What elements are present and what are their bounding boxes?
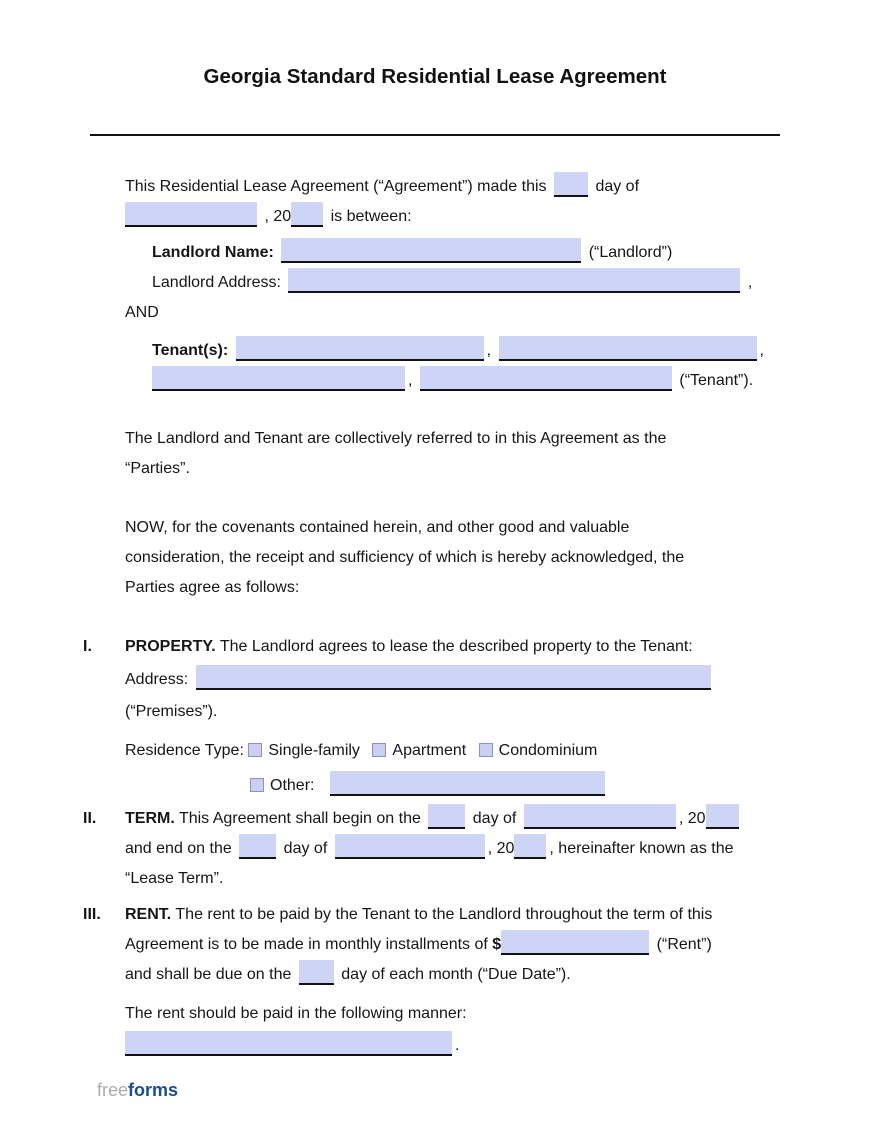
footer	[97, 1075, 870, 1105]
term-text-2: day of	[472, 810, 517, 827]
rent-text-1: The rent to be paid by the Tenant to the Landlord throughout the term of this	[175, 906, 713, 923]
property-numeral: I.	[83, 638, 92, 655]
property-heading: PROPERTY.	[125, 638, 216, 655]
now-text-3: Parties agree as follows:	[125, 579, 300, 596]
tenant-name-2-field[interactable]	[499, 336, 757, 361]
option-other-label: Other:	[270, 777, 315, 794]
tenant-name-3-field[interactable]	[152, 366, 405, 391]
term-line-3	[125, 864, 800, 894]
parties-line-2	[125, 454, 800, 484]
term-text-6: , 20	[487, 840, 515, 857]
tenant-sep-2: ,	[759, 342, 764, 359]
rent-manner-blank-line	[125, 1031, 800, 1061]
term-heading: TERM.	[125, 810, 175, 827]
rent-text-4: and shall be due on the	[125, 966, 292, 983]
term-numeral: II.	[83, 810, 97, 827]
intro-month-field[interactable]	[125, 202, 257, 227]
rent-heading: RENT.	[125, 906, 172, 923]
term-text-1: This Agreement shall begin on the	[178, 810, 421, 827]
term-begin-month-field[interactable]	[524, 804, 676, 829]
property-address-label: Address:	[125, 671, 189, 688]
term-line-2	[125, 834, 800, 864]
now-line-2	[125, 543, 800, 573]
tenant-sep-3: ,	[408, 372, 413, 389]
rent-line-1	[83, 900, 800, 930]
term-begin-day-field[interactable]	[428, 804, 465, 829]
intro-line-2	[125, 202, 800, 232]
intro-text-2: day of	[595, 178, 640, 195]
property-address-line	[125, 665, 800, 695]
residence-type-line	[125, 736, 800, 766]
landlord-name-line	[125, 238, 800, 268]
rent-manner-field[interactable]	[125, 1031, 452, 1056]
and-label: AND	[125, 304, 159, 321]
landlord-address-comma: ,	[747, 274, 753, 291]
term-text-4: and end on the	[125, 840, 232, 857]
section-term	[83, 804, 800, 894]
rent-dollar-sign: $	[492, 936, 502, 953]
intro-line-1	[125, 172, 800, 202]
tenant-name-1-field[interactable]	[236, 336, 484, 361]
section-property	[83, 632, 800, 801]
intro-year-field[interactable]	[291, 202, 323, 227]
checkbox-apartment[interactable]	[372, 743, 386, 757]
tenant-line-2	[125, 366, 800, 396]
term-text-3: , 20	[678, 810, 706, 827]
rent-manner-text: The rent should be paid in the following manner:	[125, 1005, 467, 1022]
now-line-1	[125, 513, 800, 543]
option-single-family: Single-family	[268, 742, 360, 759]
now-line-3	[125, 573, 800, 603]
rent-manner-period: .	[455, 1037, 460, 1054]
other-field[interactable]	[330, 771, 605, 796]
rent-line-3	[125, 960, 800, 990]
rent-manner-line	[125, 999, 800, 1029]
intro-text-4: is between:	[330, 208, 412, 225]
property-heading-line	[83, 632, 800, 662]
intro-day-field[interactable]	[554, 172, 588, 197]
rent-text-2: Agreement is to be made in monthly installments of	[125, 936, 488, 953]
landlord-name-label: Landlord Name:	[152, 244, 274, 261]
now-text-2: consideration, the receipt and sufficiency of which is hereby acknowledged, the	[125, 549, 685, 566]
page-title: Georgia Standard Residential Lease Agreement	[203, 65, 667, 88]
term-text-8: “Lease Term”.	[125, 870, 224, 887]
term-text-7: , hereinafter known as the	[549, 840, 734, 857]
term-end-day-field[interactable]	[239, 834, 276, 859]
parties-text-1: The Landlord and Tenant are collectively referred to in this Agreement as the	[125, 430, 667, 447]
tenant-paren: (“Tenant”).	[679, 372, 754, 389]
section-rent	[83, 900, 800, 1061]
title-divider	[90, 134, 780, 136]
term-line-1	[83, 804, 800, 834]
tenant-sep-1: ,	[486, 342, 492, 359]
checkbox-condominium[interactable]	[479, 743, 493, 757]
tenant-label: Tenant(s):	[152, 342, 229, 359]
option-apartment: Apartment	[392, 742, 467, 759]
parties-line-1	[125, 424, 800, 454]
term-text-5: day of	[283, 840, 328, 857]
property-address-field[interactable]	[196, 665, 711, 690]
premises-line	[125, 697, 800, 727]
landlord-address-line	[125, 268, 800, 298]
term-end-year-field[interactable]	[514, 834, 546, 859]
rent-text-5: day of each month (“Due Date”).	[341, 966, 571, 983]
intro-text-1: This Residential Lease Agreement (“Agreement”) made this	[125, 178, 547, 195]
now-text-1: NOW, for the covenants contained herein, and other good and valuable	[125, 519, 630, 536]
property-intro: The Landlord agrees to lease the described property to the Tenant:	[219, 638, 693, 655]
other-line	[125, 771, 800, 801]
term-begin-year-field[interactable]	[706, 804, 739, 829]
residence-type-label: Residence Type:	[125, 742, 244, 759]
tenant-name-4-field[interactable]	[420, 366, 672, 391]
landlord-address-field[interactable]	[288, 268, 740, 293]
checkbox-single-family[interactable]	[248, 743, 262, 757]
rent-due-day-field[interactable]	[299, 960, 334, 985]
rent-amount-field[interactable]	[501, 930, 649, 955]
term-end-month-field[interactable]	[335, 834, 485, 859]
parties-text-2: “Parties”.	[125, 460, 190, 477]
intro-text-3: , 20	[264, 208, 292, 225]
landlord-address-label: Landlord Address:	[152, 274, 281, 291]
rent-text-3: (“Rent”)	[656, 936, 712, 953]
option-condominium: Condominium	[498, 742, 598, 759]
checkbox-other[interactable]	[250, 778, 264, 792]
and-line	[125, 298, 800, 328]
rent-line-2	[125, 930, 800, 960]
freeforms-logo-forms: forms	[128, 1080, 179, 1100]
freeforms-logo-free: free	[97, 1080, 129, 1100]
tenant-line-1	[125, 336, 800, 366]
landlord-name-field[interactable]	[281, 238, 581, 263]
landlord-paren: (“Landlord”)	[588, 244, 673, 261]
rent-numeral: III.	[83, 906, 101, 923]
premises-label: (“Premises”).	[125, 703, 218, 720]
